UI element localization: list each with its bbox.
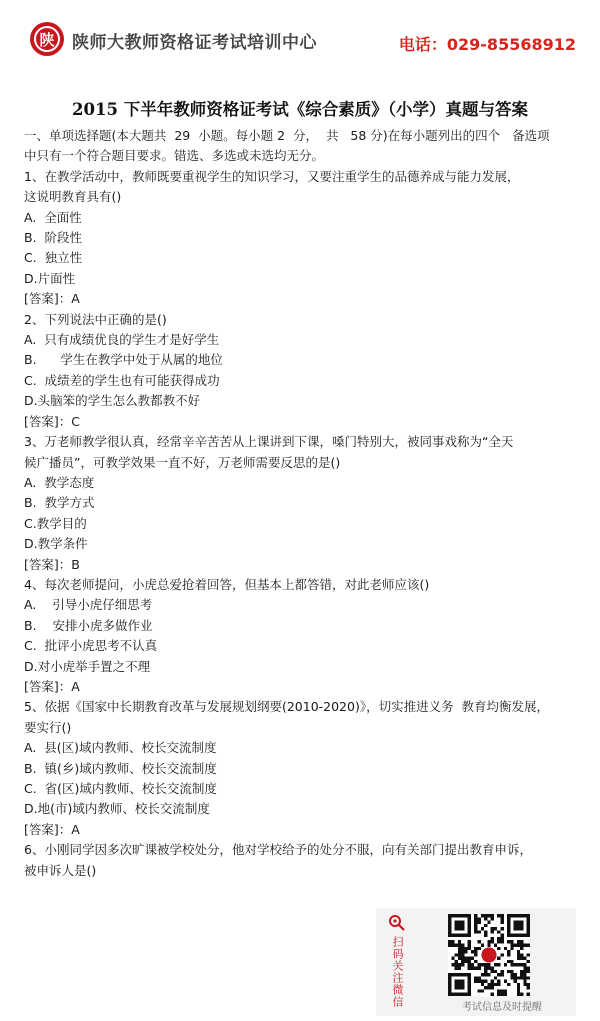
content-line: C. 批评小虎思考不认真	[24, 638, 158, 654]
content-line: [答案]：B	[24, 556, 80, 572]
org-name: 陕师大教师资格证考试培训中心	[72, 33, 317, 53]
phone-number: 电话：029-85568912	[398, 35, 576, 54]
content-line: A. 全面性	[24, 209, 82, 225]
content-line: 2、下列说法中正确的是()	[24, 311, 167, 327]
content-line: C.教学目的	[24, 515, 87, 531]
content-line: 6、小刚同学因多次旷课被学校处分，他对学校给予的处分不服，向有关部门提出教育申诉，	[24, 842, 532, 858]
content-line: [答案]：A	[24, 291, 80, 307]
content-line: A. 只有成绩优良的学生才是好学生	[24, 332, 220, 348]
content-line: C. 成绩差的学生也有可能获得成功	[24, 372, 220, 388]
content-line: [答案]：A	[24, 821, 80, 837]
scan-icon	[388, 914, 406, 932]
qr-promo-box	[376, 908, 576, 1016]
content-line: C. 省(区)域内教师、校长交流制度	[24, 781, 217, 796]
content-line: D.对小虎举手置之不理	[24, 658, 151, 674]
content-line: 一、单项选择题(本大题共 29 小题。每小题 2 分， 共 58 分)在每小题列出的四个 备选项	[24, 128, 550, 143]
content-line: B. 教学方式	[24, 495, 95, 511]
content-line: 5、依据《国家中长期教育改革与发展规划纲要(2010-2020)》，切实推进义务 教育均衡发展，	[24, 699, 550, 715]
qr-code-icon[interactable]	[448, 914, 530, 996]
content-line: C. 独立性	[24, 250, 83, 266]
content-line: 4、每次老师提问，小虎总爱抢着回答，但基本上都答错，对此老师应该()	[24, 576, 430, 592]
logo-seal	[30, 22, 64, 56]
page-header	[0, 0, 600, 80]
content-line: 这说明教育具有()	[24, 189, 122, 205]
logo-char: 陕	[34, 26, 60, 52]
content-line: B. 学生在教学中处于从属的地位	[24, 352, 223, 368]
content-line: A. 教学态度	[24, 474, 95, 490]
content-line: D.教学条件	[24, 536, 88, 552]
content-line: 1、在教学活动中，教师既要重视学生的知识学习，又要注重学生的品德养成与能力发展，	[24, 168, 520, 184]
content-line: 候广播员”，可教学效果一直不好，万老师需要反思的是()	[24, 454, 341, 470]
scan-label: 扫码关注微信	[391, 936, 404, 1008]
content-line: 被申诉人是()	[24, 862, 97, 878]
content-line: 3、万老师教学很认真，经常辛辛苦苦从上课讲到下课，嗓门特别大，被同事戏称为“全天	[24, 434, 514, 450]
content-line: D.地(市)域内教师、校长交流制度	[24, 801, 210, 817]
content-line: 要实行()	[24, 719, 72, 735]
content-line: D.头脑笨的学生怎么教都教不好	[24, 393, 201, 409]
document-title: 2015 下半年教师资格证考试《综合素质》（小学）真题与答案	[72, 100, 528, 119]
content-line: B. 安排小虎多做作业	[24, 617, 153, 633]
content-line: B. 阶段性	[24, 230, 82, 246]
qr-caption: 考试信息及时提醒	[462, 1002, 542, 1013]
scan-column	[384, 914, 410, 1010]
question-content	[24, 126, 580, 881]
content-line: D.片面性	[24, 270, 76, 286]
content-line: [答案]：A	[24, 678, 80, 694]
content-line: B. 镇(乡)域内教师、校长交流制度	[24, 760, 217, 776]
content-line: [答案]：C	[24, 413, 80, 429]
content-line: A. 县(区)域内教师、校长交流制度	[24, 740, 217, 756]
content-line: A. 引导小虎仔细思考	[24, 597, 153, 613]
content-line: 中只有一个符合题目要求。错选、多选或未选均无分。	[24, 148, 325, 164]
